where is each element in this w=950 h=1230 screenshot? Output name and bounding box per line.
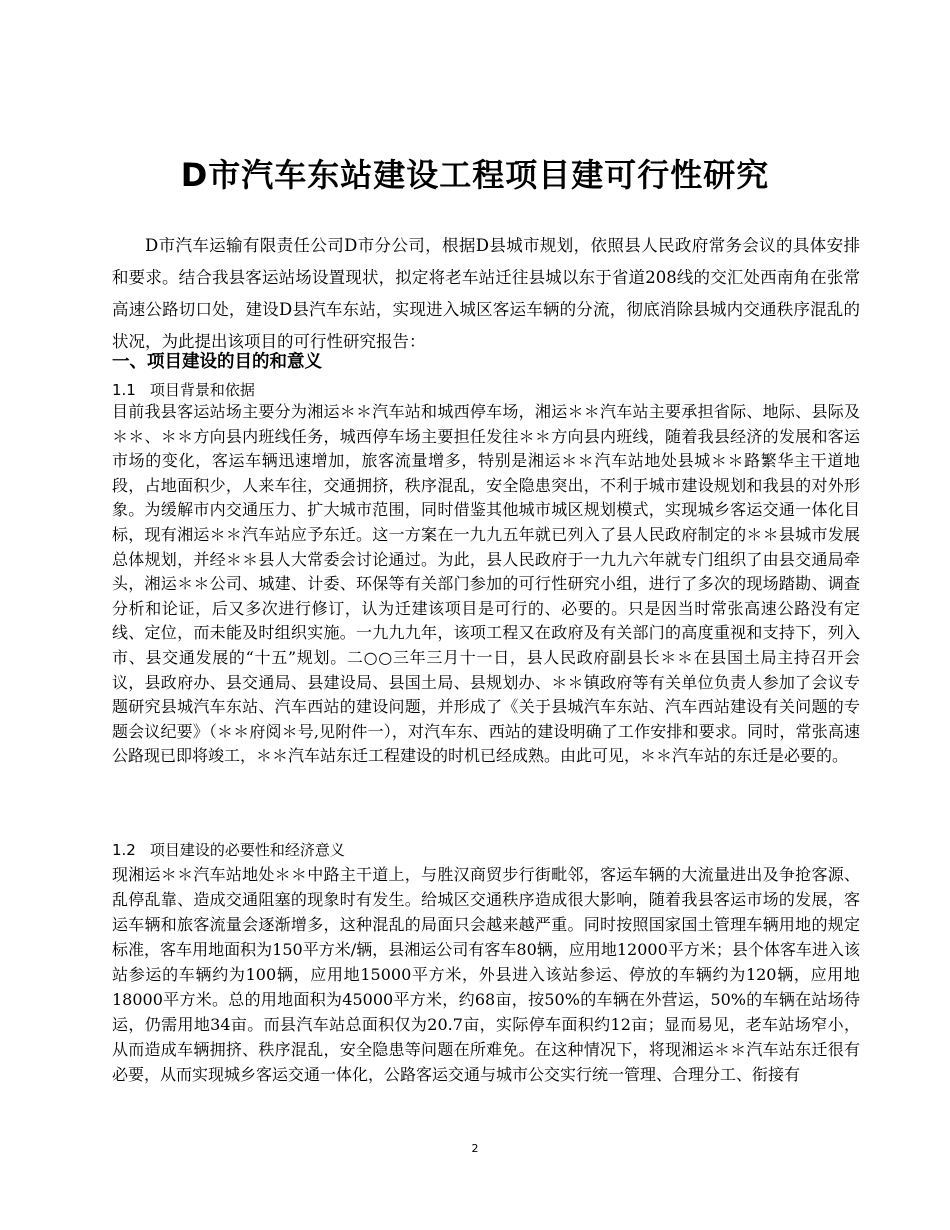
section-heading: 一、项目建设的目的和意义 — [112, 352, 322, 372]
subsection-number: 1.2 — [112, 841, 136, 859]
subsection-heading-1-2 — [112, 838, 860, 862]
body-paragraph-1-2: 现湘运＊＊汽车站地处＊＊中路主干道上，与胜汉商贸步行街毗邻，客运车辆的大流量进出及争抢客源、乱停乱靠、造成交通阻塞的现象时有发生。给城区交通秩序造成很大影响，随着我县客运市场的发展，客运车辆和旅客流量会逐渐增多，这种混乱的局面只会越来越严重。同时按照国家国土管理车辆用地的规定标准，客车用地面积为150平方米/辆，县湘运公司有客车80辆，应用地12000平方米；县个体客车进入该站参运的车辆约为100辆，应用地15000平方米，外县进入该站参运、停放的车辆约为120辆，应用地18000平方米。总的用地面积为45000平方米，约68亩，按50%的车辆在外营运，50%的车辆在站场待运，仍需用地34亩。而县汽车站总面积仅为20.7亩，实际停车面积约12亩；显而易见，老车站场窄小，从而造成车辆拥挤、秩序混乱，安全隐患等问题在所难免。在这种情况下，将现湘运＊＊汽车站东迁很有必要，从而实现城乡客运交通一体化，公路客运交通与城市公交实行统一管理、合理分工、衔接有 — [112, 865, 860, 1084]
subsection-number: 1.1 — [112, 381, 136, 399]
body-paragraph-1-1: 目前我县客运站场主要分为湘运＊＊汽车站和城西停车场，湘运＊＊汽车站主要承担省际、地际、县际及＊＊、＊＊方向县内班线任务，城西停车场主要担任发往＊＊方向县内班线，随着我县经济的发展和客运市场的变化，客运车辆迅速增加，旅客流量增多，特别是湘运＊＊汽车站地处县城＊＊路繁华主干道地段，占地面积少，人来车往，交通拥挤，秩序混乱，安全隐患突出，不利于城市建设规划和我县的对外形象。为缓解市内交通压力、扩大城市范围，同时借鉴其他城市城区规划模式，实现城乡客运交通一体化目标，现有湘运＊＊汽车站应予东迁。这一方案在一九九五年就已列入了县人民政府制定的＊＊县城市发展总体规划，并经＊＊县人大常委会讨论通过。为此，县人民政府于一九九六年就专门组织了由县交通局牵头，湘运＊＊公司、城建、计委、环保等有关部门参加的可行性研究小组，进行了多次的现场踏勘、调查分析和论证，后又多次进行修订，认为迁建该项目是可行的、必要的。只是因当时常张高速公路没有定线、定位，而未能及时组织实施。一九九九年，该项工程又在政府及有关部门的高度重视和支持下，列入市、县交通发展的“十五”规划。二○○三年三月十一日，县人民政府副县长＊＊在县国土局主持召开会议，县政府办、县交通局、县建设局、县国土局、县规划办、＊＊镇政府等有关单位负责人参加了会议专题研究县城汽车东站、汽车西站的建设问题，并形成了《关于县城汽车东站、汽车西站建设有关问题的专题会议纪要》（＊＊府阅＊号,见附件一），对汽车东、西站的建设明确了工作安排和要求。同时，常张高速公路现已即将竣工，＊＊汽车站东迁工程建设的时机已经成熟。由此可见，＊＊汽车站的东迁是必要的。 — [112, 402, 860, 766]
document-title: D市汽车东站建设工程项目建可行性研究 — [180, 156, 770, 194]
subsection-title: 项目建设的必要性和经济意义 — [149, 841, 345, 859]
subsection-heading-1-1 — [112, 378, 860, 402]
page-number: 2 — [471, 1142, 479, 1155]
subsection-title: 项目背景和依据 — [149, 381, 255, 399]
intro-paragraph: D市汽车运输有限责任公司D市分公司，根据D县城市规划，依照县人民政府常务会议的具体安排和要求。结合我县客运站场设置现状，拟定将老车站迁往县城以东于省道208线的交汇处西南角在张常高速公路切口处，建设D县汽车东站，实现进入城区客运车辆的分流，彻底消除县城内交通秩序混乱的状况，为此提出该项目的可行性研究报告： — [112, 236, 860, 351]
